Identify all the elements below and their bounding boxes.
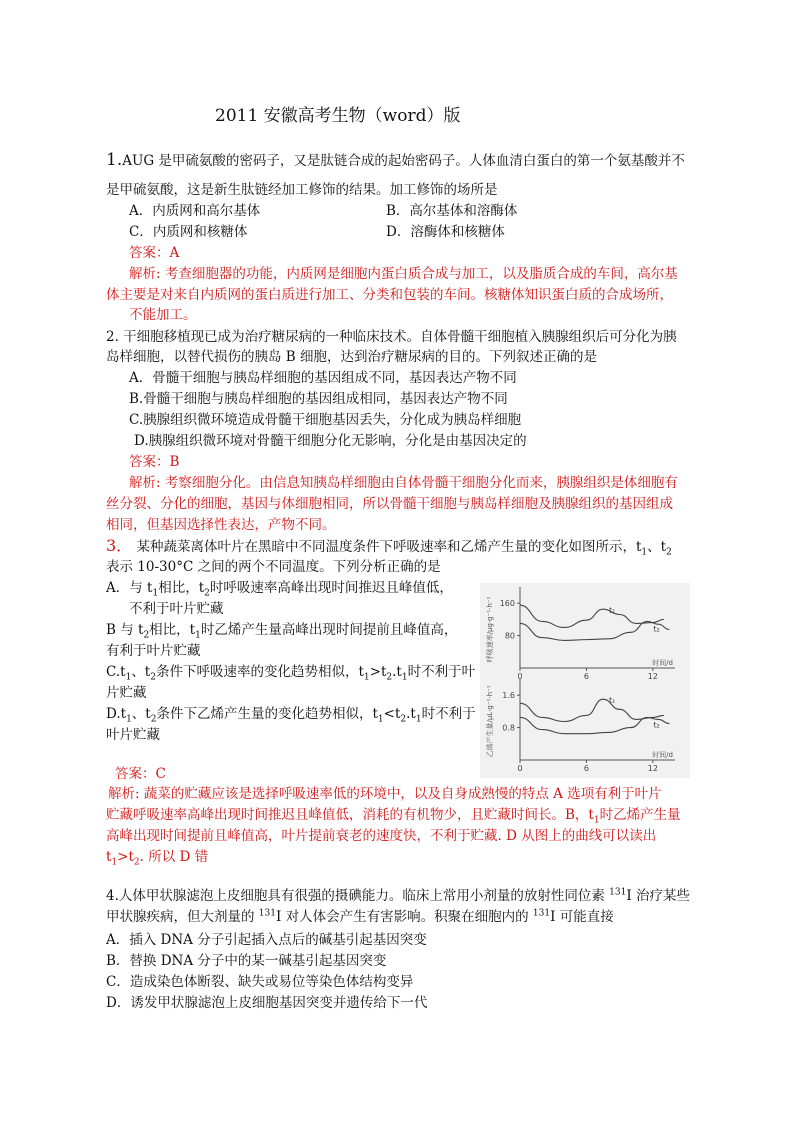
q2-stem-1: 2. 干细胞移植现已成为治疗糖尿病的一种临床技术。自体骨髓干细胞植入胰腺组织后可分化为胰 bbox=[106, 329, 677, 345]
q1-answer: 答案：A bbox=[129, 245, 180, 261]
q3-stem-1-sep: 、t bbox=[647, 539, 667, 555]
q4-option-a: A．插入 DNA 分子引起插入点后的碱基引起基因突变 bbox=[106, 932, 427, 948]
sub: 1 bbox=[641, 547, 648, 558]
q1-option-b: B．高尔基体和溶酶体 bbox=[386, 203, 518, 219]
q2-option-a: A．骨髓干细胞与胰岛样细胞的基因组成不同，基因表达产物不同 bbox=[129, 370, 517, 386]
q3-stem-2: 表示 10-30°C 之间的两个不同温度。下列分析正确的是 bbox=[106, 559, 441, 575]
series-label: t₁ bbox=[609, 606, 616, 616]
q3-stem-1 bbox=[106, 536, 672, 557]
y-axis-label: 呼吸速率/μg·g⁻¹·h⁻¹ bbox=[486, 596, 494, 663]
y-tick-label: 160 bbox=[499, 599, 515, 609]
y-tick-label: 80 bbox=[504, 631, 515, 641]
q2-option-c: C.胰腺组织微环境造成骨髓干细胞基因丢失，分化成为胰岛样细胞 bbox=[129, 412, 522, 428]
y-tick-label: 1.6 bbox=[502, 691, 515, 701]
q1-stem-1: AUG 是甲硫氨酸的密码子，又是肽链合成的起始密码子。人体血清白蛋白的第一个氨基酸并不 bbox=[122, 153, 685, 169]
x-tick-label: 12 bbox=[647, 764, 658, 773]
q3-number: 3． bbox=[106, 536, 133, 555]
q3-option-c-cont: 片贮藏 bbox=[106, 685, 147, 701]
series-line-1 bbox=[520, 605, 664, 627]
q3-stem-1-text: 某种蔬菜离体叶片在黑暗中不同温度条件下呼吸速率和乙烯产生量的变化如图所示，t bbox=[136, 539, 642, 555]
q4-option-b: B．替换 DNA 分子中的某一碱基引起基因突变 bbox=[106, 953, 387, 969]
q1-explanation-2: 体主要是对来自内质网的蛋白质进行加工、分类和包装的车间。核糖体知识蛋白质的合成场所， bbox=[106, 287, 673, 303]
series-label: t₁ bbox=[609, 696, 616, 706]
q1-option-c: C．内质网和核糖体 bbox=[129, 224, 248, 240]
q3-answer: 答案：C bbox=[115, 766, 166, 782]
q1-explanation-1: 解析: 考查细胞器的功能，内质网是细胞内蛋白质合成与加工，以及脂质合成的车间，高尔基 bbox=[129, 266, 678, 282]
q1-stem-2: 是甲硫氨酸，这是新生肽链经加工修饰的结果。加工修饰的场所是 bbox=[106, 182, 498, 198]
y-tick-label: 0.8 bbox=[502, 723, 515, 733]
series-label: t₂ bbox=[653, 720, 660, 730]
sub: 1 bbox=[593, 815, 600, 826]
x-tick-label: 12 bbox=[647, 672, 658, 681]
x-tick-label: 6 bbox=[583, 764, 589, 773]
q2-answer: 答案：B bbox=[129, 454, 180, 470]
x-axis-label: 时间/d bbox=[652, 659, 673, 667]
q2-explanation-1: 解析: 考察细胞分化。由信息知胰岛样细胞由自体骨髓干细胞分化而来，胰腺组织是体细胞有 bbox=[129, 475, 678, 491]
q1-option-a: A．内质网和高尔基体 bbox=[129, 203, 261, 219]
q3-figure bbox=[480, 583, 690, 778]
q4-option-c: C．造成染色体断裂、缺失或易位等染色体结构变异 bbox=[106, 974, 414, 990]
q2-explanation-3: 相同，但基因选择性表达，产物不同。 bbox=[106, 517, 336, 533]
q2-option-b: B.骨髓干细胞与胰岛样细胞的基因组成相同，基因表达产物不同 bbox=[129, 391, 508, 407]
q4-stem-1: 4.人体甲状腺滤泡上皮细胞具有很强的摄碘能力。临床上常用小剂量的放射性同位素 $^{131}$I 治疗某些 bbox=[106, 887, 690, 904]
q1-number: 1. bbox=[106, 150, 123, 170]
series-line-2 bbox=[520, 621, 669, 640]
page-title: 2011 安徽高考生物（word）版 bbox=[215, 106, 461, 126]
q3-option-b: B 与 $t_2$相比，$t_1$时乙烯产生量高峰出现时间提前且峰值高， bbox=[106, 622, 458, 641]
q3-explanation-1: 解析: 蔬菜的贮藏应该是选择呼吸速率低的环境中，以及自身成熟慢的特点 A 选项有利于叶片 bbox=[108, 786, 662, 802]
series-line-1 bbox=[520, 699, 664, 721]
x-tick-label: 6 bbox=[583, 672, 589, 681]
q3-explanation-4: $t_1>t_2$. 所以 D 错 bbox=[106, 849, 209, 868]
q2-explanation-2: 丝分裂、分化的细胞，基因与体细胞相同，所以骨髓干细胞与胰岛样细胞及胰腺组织的基因组成 bbox=[106, 496, 673, 512]
x-tick-label: 0 bbox=[517, 672, 523, 681]
q3-option-d: $D.t_1$、$t_2$条件下乙烯产生量的变化趋势相似，$t_1<t_2.t_1$时不利于 bbox=[106, 706, 476, 725]
q3-option-c: $C.t_1$、$t_2$条件下呼吸速率的变化趋势相似，$t_1>t_2.t_1$时不利于叶 bbox=[106, 664, 476, 683]
q3-chart-svg bbox=[480, 583, 690, 778]
q3-explanation-2: 贮藏呼吸速率高峰出现时间推迟且峰值低，消耗的有机物少，且贮藏时间长。B，$t_1$时乙烯产生量 bbox=[106, 807, 681, 826]
x-tick-label: 0 bbox=[517, 764, 523, 773]
q3-option-a: A．与 $t_1$相比，$t_2$时呼吸速率高峰出现时间推迟且峰值低， bbox=[106, 580, 453, 599]
sub: 2 bbox=[666, 547, 672, 558]
q2-stem-2: 岛样细胞，以替代损伤的胰岛 B 细胞，达到治疗糖尿病的目的。下列叙述正确的是 bbox=[106, 349, 598, 365]
q3-option-d-cont: 叶片贮藏 bbox=[106, 727, 160, 743]
x-axis-label: 时间/d bbox=[652, 751, 673, 759]
series-label: t₂ bbox=[653, 624, 660, 634]
y-axis-label: 乙烯产生量/μL·g⁻¹·h⁻¹ bbox=[486, 685, 494, 758]
q4-stem-2: 甲状腺疾病，但大剂量的 $^{131}$I 对人体会产生有害影响。积聚在细胞内的 $^{131}$I 可能直接 bbox=[106, 908, 614, 925]
q3-explanation-3: 高峰出现时间提前且峰值高，叶片提前衰老的速度快，不利于贮藏. D 从图上的曲线可以读出 bbox=[106, 828, 657, 844]
q4-option-d: D．诱发甲状腺滤泡上皮细胞基因突变并遗传给下一代 bbox=[106, 995, 428, 1011]
q1-line1 bbox=[106, 150, 685, 171]
q3-option-b-cont: 有利于叶片贮藏 bbox=[106, 643, 201, 659]
series-line-2 bbox=[520, 717, 669, 733]
q1-explanation-3: 不能加工。 bbox=[129, 307, 197, 323]
q2-option-d: D.胰腺组织微环境对骨髓干细胞分化无影响，分化是由基因决定的 bbox=[134, 433, 527, 449]
q1-option-d: D．溶酶体和核糖体 bbox=[386, 224, 505, 240]
q3-option-a-cont: 不利于叶片贮藏 bbox=[129, 601, 224, 617]
